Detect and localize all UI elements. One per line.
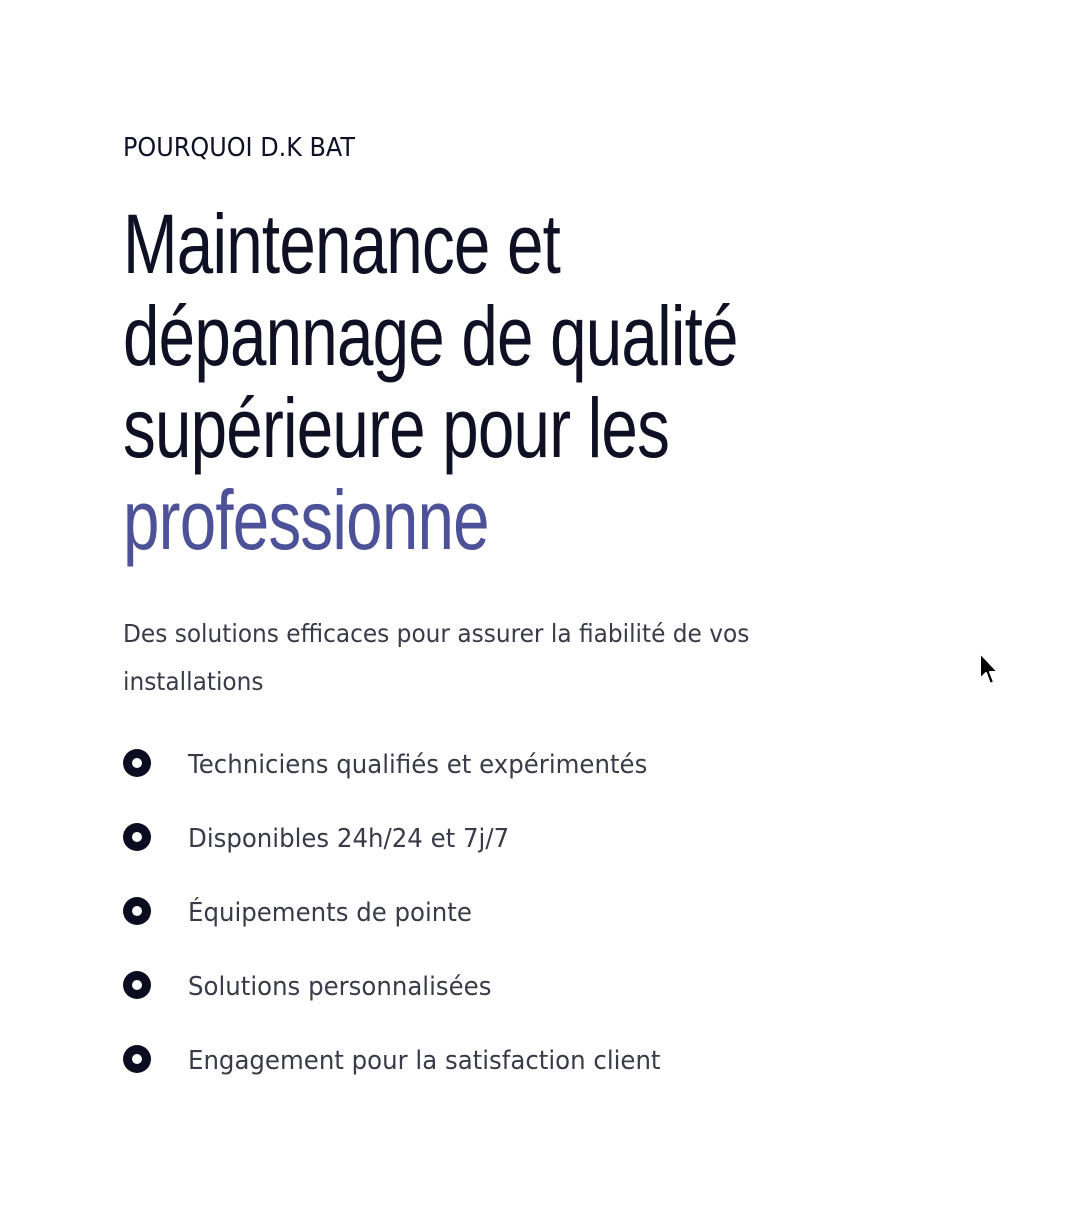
bullet-ring-icon bbox=[123, 823, 151, 851]
heading-line-2: dépannage de qualité bbox=[123, 289, 738, 383]
bullet-ring-icon bbox=[123, 971, 151, 999]
feature-label: Disponibles 24h/24 et 7j/7 bbox=[188, 824, 510, 854]
feature-label: Engagement pour la satisfaction client bbox=[188, 1046, 661, 1076]
feature-label: Solutions personnalisées bbox=[188, 972, 492, 1002]
bullet-ring-icon bbox=[123, 1045, 151, 1073]
list-item bbox=[123, 950, 823, 1024]
list-item bbox=[123, 1024, 823, 1098]
feature-label: Techniciens qualifiés et expérimentés bbox=[188, 750, 648, 780]
heading-line-3: supérieure pour les bbox=[123, 381, 670, 475]
section-subtitle: Des solutions efficaces pour assurer la fiabilité de vos installations bbox=[123, 619, 750, 696]
heading-line-4 bbox=[123, 474, 607, 566]
feature-label: Équipements de pointe bbox=[188, 898, 472, 928]
mouse-pointer-icon bbox=[978, 651, 1000, 687]
list-item bbox=[123, 876, 823, 950]
list-item bbox=[123, 728, 823, 802]
features-list bbox=[123, 728, 823, 1098]
why-dk-bat-section bbox=[123, 128, 823, 1098]
heading-line-1: Maintenance et bbox=[123, 197, 561, 291]
bullet-ring-icon bbox=[123, 897, 151, 925]
list-item bbox=[123, 802, 823, 876]
section-heading bbox=[123, 198, 743, 566]
heading-accent-word: professionne bbox=[123, 473, 489, 567]
section-eyebrow: POURQUOI D.K BAT bbox=[123, 133, 356, 163]
bullet-ring-icon bbox=[123, 749, 151, 777]
